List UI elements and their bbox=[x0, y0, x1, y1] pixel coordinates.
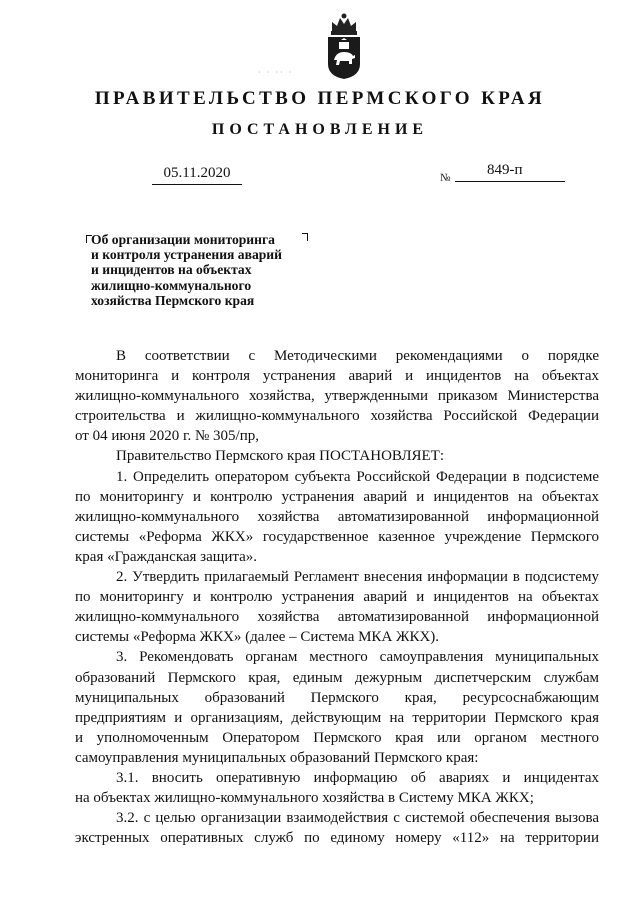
scan-specks: · · ·· · bbox=[258, 68, 294, 77]
body-line: Правительство Пермского края ПОСТАНОВЛЯЕТ: bbox=[116, 448, 445, 465]
document-type: ПОСТАНОВЛЕНИЕ bbox=[211, 121, 429, 138]
body-line: системы «Реформа ЖКХ» (далее – Система МКА ЖКХ). bbox=[75, 629, 440, 646]
number-underline bbox=[455, 181, 565, 182]
body-line: и уполномоченным Оператором Пермского края или органом местного bbox=[75, 729, 599, 746]
body-line: по мониторингу и контролю устранения аварий и инцидентов на объектах bbox=[75, 488, 599, 505]
subject-line: жилищно-коммунального bbox=[91, 277, 252, 293]
body-line: системы «Реформа ЖКХ» государственное казенное учреждение Пермского bbox=[75, 528, 599, 545]
date-field bbox=[152, 165, 242, 185]
subject-line: хозяйства Пермского края bbox=[91, 292, 255, 308]
number-sign: № bbox=[440, 172, 451, 184]
subject-line: и инцидентов на объектах bbox=[91, 262, 252, 278]
document-number: 849-п bbox=[487, 162, 523, 178]
document-body bbox=[75, 346, 599, 848]
body-line: самоуправления муниципальных образований Пермского края: bbox=[75, 749, 479, 766]
body-line: муниципальных образований Пермского края, ресурсоснабжающим bbox=[75, 689, 599, 706]
body-line: В соответствии с Методическими рекомендациями о порядке bbox=[116, 348, 599, 364]
government-title: ПРАВИТЕЛЬСТВО ПЕРМСКОГО КРАЯ bbox=[94, 88, 546, 109]
body-line: предприятиям и организациям, действующим на территории Пермского края bbox=[75, 709, 599, 726]
body-line: строительства и жилищно-коммунального хозяйства Российской Федерации bbox=[75, 408, 599, 425]
body-line: жилищно-коммунального хозяйства, утвержденными приказом Министерства bbox=[75, 388, 599, 405]
document-subject bbox=[91, 232, 311, 308]
body-line: по мониторингу и контролю устранения аварий и инцидентов на объектах bbox=[75, 589, 599, 606]
body-line: экстренных оперативных служб по единому номеру «112» на территории bbox=[75, 830, 599, 847]
body-line: 1. Определить оператором субъекта Российской Федерации в подсистеме bbox=[116, 468, 599, 485]
body-line: края «Гражданская защита». bbox=[75, 548, 257, 565]
subject-line: и контроля устранения аварий bbox=[91, 247, 282, 263]
number-field bbox=[455, 162, 565, 182]
body-line: 3.1. вносить оперативную информацию об авариях и инцидентах bbox=[116, 769, 599, 786]
body-line: образований Пермского края, единым дежурным диспетчерским службам bbox=[75, 669, 599, 686]
document-date: 05.11.2020 bbox=[163, 165, 231, 181]
body-line: от 04 июня 2020 г. № 305/пр, bbox=[75, 428, 259, 445]
body-line: мониторинга и контроля устранения аварий и инцидентов на объектах bbox=[75, 368, 599, 385]
body-line: жилищно-коммунального хозяйства автоматизированной информационной bbox=[75, 609, 599, 626]
coat-of-arms-icon bbox=[324, 12, 364, 80]
subject-line: Об организации мониторинга bbox=[91, 232, 275, 247]
body-line: жилищно-коммунального хозяйства автоматизированной информационной bbox=[75, 508, 599, 525]
body-line: 3. Рекомендовать органам местного самоуправления муниципальных bbox=[116, 649, 599, 666]
body-line: 3.2. с целью организации взаимодействия с системой обеспечения вызова bbox=[116, 810, 599, 827]
date-underline bbox=[152, 184, 242, 185]
body-line: 2. Утвердить прилагаемый Регламент внесения информации в подсистему bbox=[116, 569, 599, 586]
body-line: на объектах жилищно-коммунального хозяйства в Систему МКА ЖКХ; bbox=[75, 790, 534, 807]
